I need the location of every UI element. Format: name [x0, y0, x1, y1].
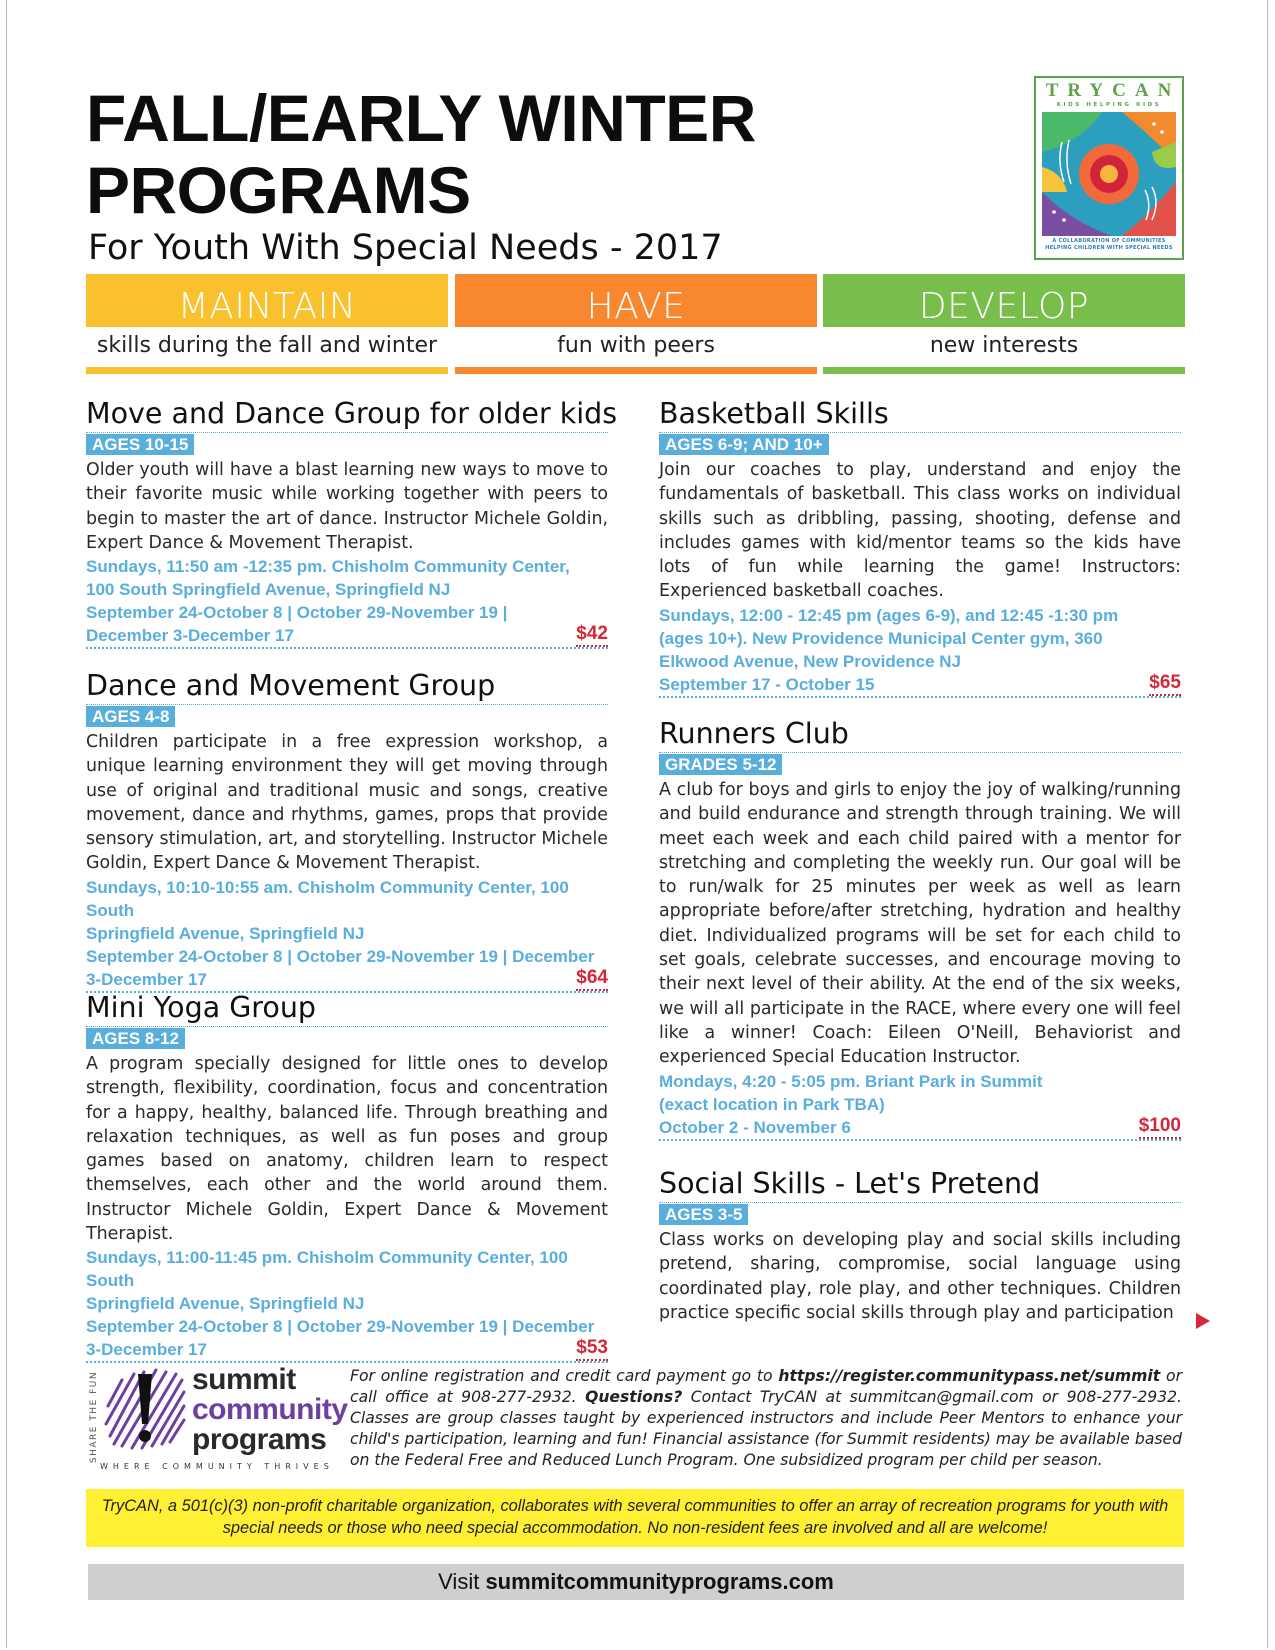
schedule-line: (ages 10+). New Providence Municipal Center gym, 360	[659, 628, 1103, 648]
schedule-last-row	[86, 624, 608, 649]
summit-community-programs-logo	[84, 1362, 348, 1472]
share-the-fun-label: SHARE THE FUN	[89, 1370, 100, 1464]
schedule-line: Sundays, 12:00 - 12:45 pm (ages 6-9), and 12:45 -1:30 pm	[659, 605, 1119, 625]
programs-word: programs	[192, 1423, 327, 1456]
price-tag: $64	[576, 966, 608, 991]
summit-word: summit	[192, 1363, 296, 1396]
community-word: community	[192, 1393, 348, 1426]
schedule-last-row	[86, 1338, 608, 1363]
banner-develop-word: DEVELOP	[823, 274, 1185, 327]
schedule-dates: October 2 - November 6	[659, 1117, 851, 1137]
age-badge: AGES 3-5	[659, 1204, 748, 1225]
age-rule	[86, 1026, 608, 1049]
page-title	[86, 82, 846, 226]
program-title: Basketball Skills	[659, 397, 889, 430]
schedule-line: Sundays, 11:00-11:45 pm. Chisholm Community Center, 100 South	[86, 1248, 568, 1291]
banner-have	[455, 274, 817, 374]
program-move-and-dance	[86, 396, 618, 649]
schedule-dates: 3-December 17	[86, 1340, 207, 1360]
age-rule	[659, 1202, 1181, 1225]
registration-info: For online registration and credit card payment go to https://register.communitypass.net/summit or call office at 908-277-2932. Questions? Contact TryCAN at summitcan@gmail.com or 908-277-2932. Classes are group classes taught by experienced instructors and include Peer Mentors to enhance your child's participation, learning and fun! Financial assistance (for Summit residents) may be available based on the Federal Free and Reduced Lunch Program. One subsidized program per child per season.	[350, 1367, 1182, 1469]
registration-link[interactable]: https://register.communitypass.net/summit	[778, 1367, 1161, 1385]
trycan-logo	[1034, 76, 1184, 260]
banner-have-line	[455, 367, 817, 374]
program-title: Mini Yoga Group	[86, 991, 316, 1024]
banner-maintain	[86, 274, 448, 374]
program-runners-club	[659, 716, 1181, 1141]
program-title: Dance and Movement Group	[86, 669, 496, 702]
program-title: Move and Dance Group for older kids	[86, 397, 618, 430]
age-rule	[86, 704, 608, 727]
visit-prefix: Visit	[438, 1569, 486, 1594]
program-title: Runners Club	[659, 717, 849, 750]
trycan-logo-name: TRYCAN	[1045, 80, 1181, 101]
program-mini-yoga	[86, 990, 608, 1363]
questions-label: Questions?	[585, 1388, 683, 1406]
program-description: A program specially designed for little ones to develop strength, flexibility, coordination, focus and concentration for a happy, healthy, balanced life. Through breathing and relaxation techniques, as well as fun poses and group games based on anatomy, children learn to respect themselves, each other and the world around them. Instructor Michele Goldin, Expert Dance & Movement Therapist.	[86, 1054, 608, 1245]
program-dance-and-movement	[86, 668, 608, 993]
schedule-line: September 24-October 8 | October 29-November 19 | December	[86, 1317, 595, 1337]
program-description: Older youth will have a blast learning new ways to move to their favorite music while working together with peers to begin to master the art of dance. Instructor Michele Goldin, Expert Dance & Movement Therapist.	[86, 460, 608, 553]
age-rule	[659, 432, 1181, 455]
age-rule	[86, 432, 608, 455]
schedule-line: Sundays, 11:50 am -12:35 pm. Chisholm Community Center,	[86, 557, 570, 577]
trycan-logo-footer: A COLLABORATION OF COMMUNITIES HELPING CHILDREN WITH SPECIAL NEEDS	[1045, 238, 1173, 251]
age-rule	[659, 752, 1181, 775]
banner-develop-sub: new interests	[929, 333, 1079, 358]
schedule-last-row	[659, 673, 1181, 698]
schedule-line: September 24-October 8 | October 29-November 19 | December	[86, 946, 595, 966]
page-subtitle: For Youth With Special Needs - 2017	[88, 228, 723, 268]
banner-maintain-line	[86, 367, 448, 374]
banner-have-word: HAVE	[455, 274, 817, 327]
program-description: Class works on developing play and social skills including pretend, sharing, compromise, social language using coordinated play, role play, and other techniques. Children practice specific social skills through play and participation	[659, 1230, 1181, 1323]
schedule-line: 100 South Springfield Avenue, Springfield NJ	[86, 580, 451, 600]
age-badge: GRADES 5-12	[659, 754, 782, 775]
schedule-line: September 24-October 8 | October 29-November 19 |	[86, 603, 508, 623]
schedule-line: Elkwood Avenue, New Providence NJ	[659, 651, 961, 671]
age-badge: AGES 10-15	[86, 434, 194, 455]
age-badge: AGES 6-9; AND 10+	[659, 434, 829, 455]
schedule-line: Mondays, 4:20 - 5:05 pm. Briant Park in Summit	[659, 1071, 1043, 1091]
program-description: A club for boys and girls to enjoy the joy of walking/running and build endurance and strength through training. We will meet each week and each child paired with a mentor for stretching and completing the weekly run. Our goal will be to run/walk for 25 minutes per week as well as learn appropriate before/after stretching, hydration and healthy diet. Individualized programs will be set for each child to set goals, celebrate successes, and encourage moving to their next level of their ability. At the end of the six weeks, we will all participate in the RACE, where every one will feel like a winner! Coach: Eileen O'Neill, Behaviorist and experienced Special Education Instructor.	[659, 780, 1181, 1068]
price-tag: $42	[576, 622, 608, 647]
title-line-1: FALL/EARLY WINTER	[86, 81, 756, 155]
title-line-2: PROGRAMS	[86, 153, 471, 227]
schedule-line: Springfield Avenue, Springfield NJ	[86, 923, 365, 943]
trycan-logo-tagline: KIDS HELPING KIDS	[1056, 102, 1162, 108]
continue-arrow-icon	[1196, 1313, 1210, 1329]
nonprofit-notice	[86, 1489, 1184, 1547]
visit-bar	[88, 1564, 1184, 1600]
schedule-dates: September 17 - October 15	[659, 674, 875, 694]
schedule-last-row	[659, 1116, 1181, 1141]
schedule-line: (exact location in Park TBA)	[659, 1094, 885, 1114]
banner-have-sub: fun with peers	[557, 333, 715, 358]
schedule-line: Springfield Avenue, Springfield NJ	[86, 1294, 365, 1314]
schedule-line: Sundays, 10:10-10:55 am. Chisholm Community Center, 100 South	[86, 877, 569, 920]
program-social-skills	[659, 1166, 1181, 1325]
age-badge: AGES 8-12	[86, 1028, 185, 1049]
price-tag: $100	[1139, 1114, 1181, 1139]
exclamation-scribble-icon	[104, 1366, 186, 1450]
program-title: Social Skills - Let's Pretend	[659, 1167, 1041, 1200]
program-description: Children participate in a free expression workshop, a unique learning environment they will get moving through use of original and traditional music and songs, creative movement, dance and rhythms, games, props that provide sensory stimulation, art, and storytelling. Instructor Michele Goldin, Expert Dance & Movement Therapist.	[86, 732, 608, 874]
price-tag: $65	[1149, 671, 1181, 696]
nonprofit-notice-text: TryCAN, a 501(c)(3) non-profit charitable organization, collaborates with several communities to offer an array of recreation programs for youth with special needs or those who need special accommodation. No non-resident fees are involved and all are welcome!	[101, 1497, 1169, 1537]
price-tag: $53	[576, 1336, 608, 1361]
program-description: Join our coaches to play, understand and enjoy the fundamentals of basketball. This class works on individual skills such as dribbling, passing, shooting, defense and includes games with kid/mentor teams so the kids have lots of fun while learning the game! Instructors: Experienced basketball coaches.	[659, 460, 1181, 602]
age-badge: AGES 4-8	[86, 706, 175, 727]
banner-maintain-word: MAINTAIN	[86, 274, 448, 327]
schedule-dates: December 3-December 17	[86, 626, 294, 646]
program-basketball	[659, 396, 1181, 698]
banner-maintain-sub: skills during the fall and winter	[96, 333, 438, 358]
sun-art-icon	[1042, 112, 1176, 236]
banner-develop-line	[823, 367, 1185, 374]
website-link[interactable]: summitcommunityprograms.com	[485, 1569, 834, 1594]
schedule-dates: 3-December 17	[86, 969, 207, 989]
where-community-thrives-tagline: WHERE COMMUNITY THRIVES	[100, 1462, 334, 1471]
banner-develop	[823, 274, 1185, 374]
